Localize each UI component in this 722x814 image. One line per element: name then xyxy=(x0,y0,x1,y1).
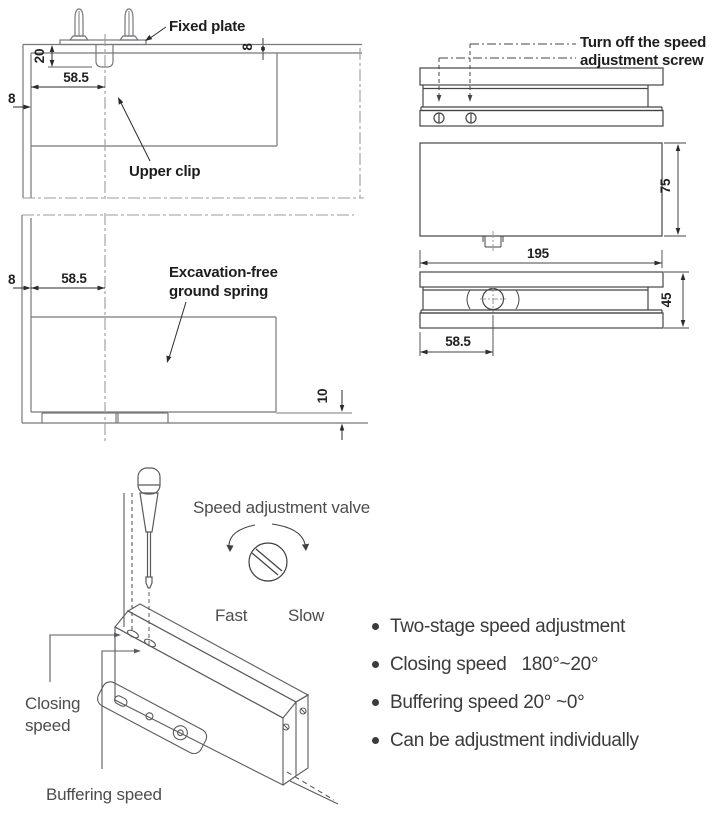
fast-label: Fast xyxy=(215,606,248,625)
turn-right-arrow xyxy=(272,524,305,544)
adjustment-illustration xyxy=(0,440,400,814)
slow-label: Slow xyxy=(288,606,325,625)
clamp-body xyxy=(95,679,210,756)
dim-58-5-a: 58.5 xyxy=(63,70,89,85)
upper-clip-texts xyxy=(8,18,255,180)
feature-text: Buffering speed 20° ~0° xyxy=(390,692,585,713)
closing-speed-label-1: Closing xyxy=(25,694,81,713)
installation-drawings xyxy=(0,0,400,450)
list-item xyxy=(372,653,720,676)
closing-speed-label-2: speed xyxy=(25,716,71,735)
list-item xyxy=(372,729,720,752)
fixed-plate-label: Fixed plate xyxy=(169,18,246,35)
feature-text: Two-stage speed adjustment xyxy=(390,616,626,637)
feature-text: Closing speed 180°~20° xyxy=(390,654,599,675)
front-view-drawing xyxy=(420,143,686,268)
leader-dashed xyxy=(439,44,470,95)
list-item xyxy=(372,691,720,714)
ground-spring-label-2: ground spring xyxy=(169,283,269,300)
front-view-texts xyxy=(527,178,673,261)
screwdriver-handle xyxy=(138,468,160,494)
product-views xyxy=(400,0,722,362)
leader-dashdot xyxy=(439,44,576,58)
ground-spring-texts xyxy=(8,264,330,403)
dim-8-b: 8 xyxy=(8,272,16,287)
buffering-speed-label: Buffering speed xyxy=(46,785,162,804)
screwdriver-tip xyxy=(146,577,152,588)
valve-label: Speed adjustment valve xyxy=(193,498,371,517)
buffering-speed-valve-hole xyxy=(143,638,156,649)
dim-75: 75 xyxy=(658,178,673,194)
dim-58-5-b: 58.5 xyxy=(61,271,87,286)
side-view-texts xyxy=(445,292,674,349)
turn-left-arrow xyxy=(229,525,255,545)
valve-diagram xyxy=(226,524,309,581)
bullet-icon xyxy=(372,737,379,744)
dim-8-top: 8 xyxy=(240,43,255,51)
adjustment-screws xyxy=(434,113,476,123)
ground-spring-drawing xyxy=(22,213,368,444)
dim-8-left: 8 xyxy=(8,91,16,106)
bullet-icon xyxy=(372,699,379,706)
turn-off-label-2: adjustment screw xyxy=(580,52,704,69)
list-item xyxy=(372,615,720,638)
dim-195: 195 xyxy=(527,246,549,261)
cover-screws xyxy=(283,708,306,730)
ground-spring-dimensions xyxy=(13,286,344,440)
adjustment-texts xyxy=(25,498,370,804)
ground-spring-isometric xyxy=(95,604,338,804)
valve-screw-head xyxy=(249,543,287,581)
dim-10: 10 xyxy=(315,388,330,404)
feature-list xyxy=(372,615,720,767)
screw-right xyxy=(120,9,138,40)
dim-45: 45 xyxy=(659,292,674,308)
fixed-plate-shape xyxy=(60,40,146,45)
upper-clip-label: Upper clip xyxy=(129,163,201,180)
bullet-icon xyxy=(372,661,379,668)
closing-speed-valve-hole xyxy=(126,629,139,640)
turn-off-label-1: Turn off the speed xyxy=(580,34,707,51)
dim-20: 20 xyxy=(32,48,47,64)
speed-screw-texts xyxy=(580,34,706,69)
screw-left xyxy=(70,9,88,40)
center-lines-b xyxy=(22,213,354,444)
bullet-icon xyxy=(372,623,379,630)
upper-clip-dimensions xyxy=(13,27,265,161)
dim-58-5-c: 58.5 xyxy=(445,334,471,349)
ground-spring-label-1: Excavation-free xyxy=(169,264,278,281)
feature-text: Can be adjustment individually xyxy=(390,730,639,751)
